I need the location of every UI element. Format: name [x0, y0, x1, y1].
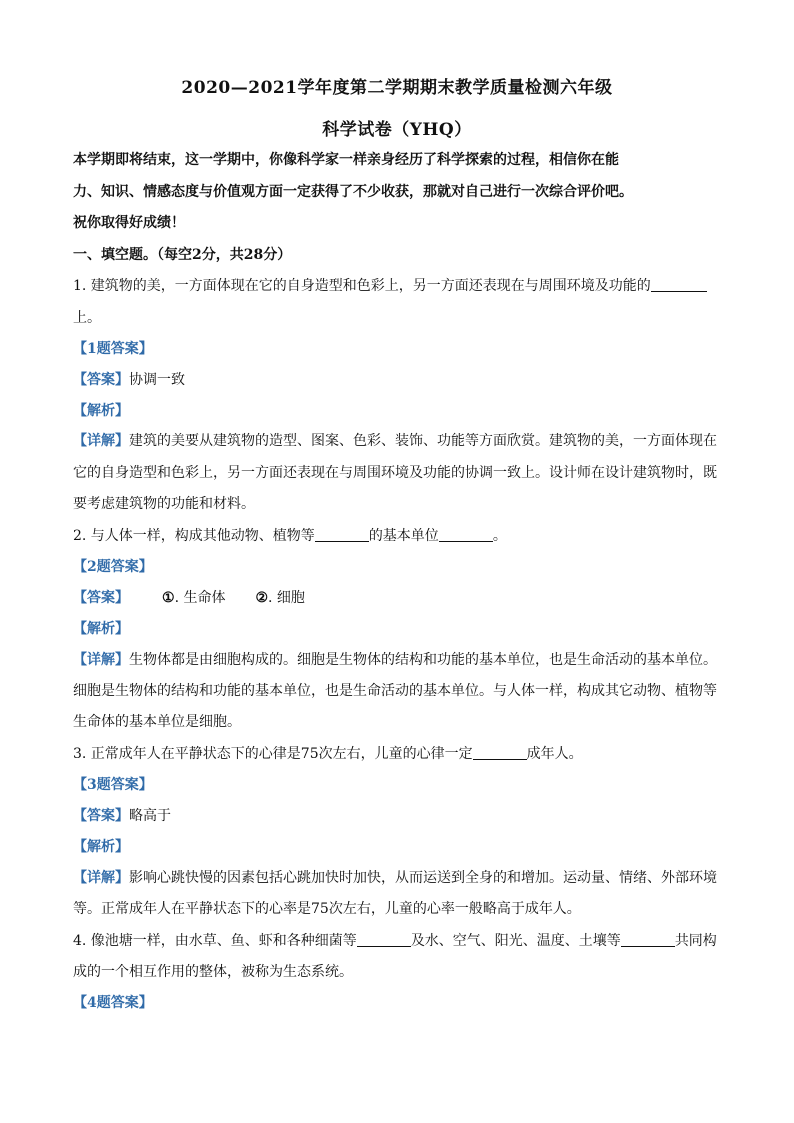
detail-2-line-1: [73, 650, 733, 670]
answer-header-2: 【2题答案】: [73, 559, 153, 575]
detail-3-line-2: 等。正常成年人在平静状态下的心率是75次左右，儿童的心率一般略高于成年人。: [73, 901, 581, 917]
question-1-continued: 上。: [73, 310, 101, 326]
detail-1-line-1: [73, 431, 733, 451]
question-3: [73, 744, 733, 764]
answer-2-marker-1: ①: [162, 590, 175, 606]
answer-header-1: 【1题答案】: [73, 341, 153, 357]
question-1-text: 1. 建筑物的美，一方面体现在它的自身造型和色彩上，另一方面还表现在与周围环境及功能的: [73, 278, 651, 294]
question-2-text-b: 的基本单位: [368, 528, 439, 544]
question-4-text-a: 4. 像池塘一样，由水草、鱼、虾和各种细菌等: [73, 933, 357, 949]
answer-blank: [651, 277, 707, 292]
intro-line-3: 祝你取得好成绩！: [73, 215, 185, 231]
answer-tag: 【答案】: [73, 372, 129, 388]
analysis-tag-2: 【解析】: [73, 621, 129, 637]
question-2-text-c: 。: [492, 528, 507, 544]
answer-blank: [315, 527, 369, 542]
answer-2-value-1: . 生命体: [174, 590, 226, 606]
question-2-text-a: 2. 与人体一样，构成其他动物、植物等: [73, 528, 315, 544]
detail-1-line-2: 它的自身造型和色彩上，另一方面还表现在与周围环境及功能的协调一致上。设计师在设计建筑物时，既: [73, 465, 717, 481]
answer-1: [73, 370, 733, 390]
detail-2-text-1: 生物体都是由细胞构成的。细胞是生物体的结构和功能的基本单位，也是生命活动的基本单位。: [129, 652, 717, 668]
section-heading: 一、填空题。（每空2分，共28分）: [73, 247, 292, 263]
answer-blank: [621, 932, 675, 947]
analysis-tag-1: 【解析】: [73, 403, 129, 419]
answer-blank: [357, 932, 411, 947]
answer-header-3: 【3题答案】: [73, 777, 153, 793]
exam-subtitle: 科学试卷（YHQ）: [322, 120, 472, 140]
question-1: [73, 276, 733, 296]
answer-3-value: 略高于: [129, 808, 171, 824]
question-2: [73, 526, 733, 546]
intro-line-2: 力、知识、情感态度与价值观方面一定获得了不少收获，那就对自己进行一次综合评价吧。: [73, 184, 633, 200]
detail-tag: 【详解】: [73, 652, 129, 668]
answer-3: [73, 806, 733, 826]
question-4: [73, 931, 733, 951]
answer-1-value: 协调一致: [129, 372, 185, 388]
detail-3-line-1: [73, 868, 733, 888]
answer-2-value-2: . 细胞: [268, 590, 305, 606]
detail-tag: 【详解】: [73, 870, 129, 886]
answer-blank: [473, 745, 527, 760]
question-4-text-b: 及水、空气、阳光、温度、土壤等: [410, 933, 621, 949]
answer-blank: [439, 527, 493, 542]
question-3-text-a: 3. 正常成年人在平静状态下的心律是75次左右，儿童的心律一定: [73, 746, 473, 762]
answer-tag: 【答案】: [73, 590, 129, 606]
answer-2-marker-2: ②: [255, 590, 269, 606]
question-4-text-c: 共同构: [674, 933, 717, 949]
detail-1-text-1: 建筑的美要从建筑物的造型、图案、色彩、装饰、功能等方面欣赏。建筑物的美，一方面体现在: [129, 433, 717, 449]
exam-title: 2020—2021学年度第二学期期末教学质量检测六年级: [181, 78, 613, 98]
analysis-tag-3: 【解析】: [73, 839, 129, 855]
detail-3-text-1: 影响心跳快慢的因素包括心跳加快时加快，从而运送到全身的和增加。运动量、情绪、外部环境: [129, 870, 717, 886]
answer-header-4: 【4题答案】: [73, 995, 153, 1011]
answer-2: [73, 588, 733, 608]
detail-2-line-3: 生命体的基本单位是细胞。: [73, 714, 241, 730]
detail-1-line-3: 要考虑建筑物的功能和材料。: [73, 496, 255, 512]
answer-tag: 【答案】: [73, 808, 129, 824]
detail-2-line-2: 细胞是生物体的结构和功能的基本单位，也是生命活动的基本单位。与人体一样，构成其它动物、植物等: [73, 683, 717, 699]
question-4-continued: 成的一个相互作用的整体，被称为生态系统。: [73, 964, 353, 980]
intro-line-1: 本学期即将结束，这一学期中，你像科学家一样亲身经历了科学探索的过程，相信你在能: [73, 152, 619, 168]
detail-tag: 【详解】: [73, 433, 129, 449]
question-3-text-b: 成年人。: [526, 746, 583, 762]
